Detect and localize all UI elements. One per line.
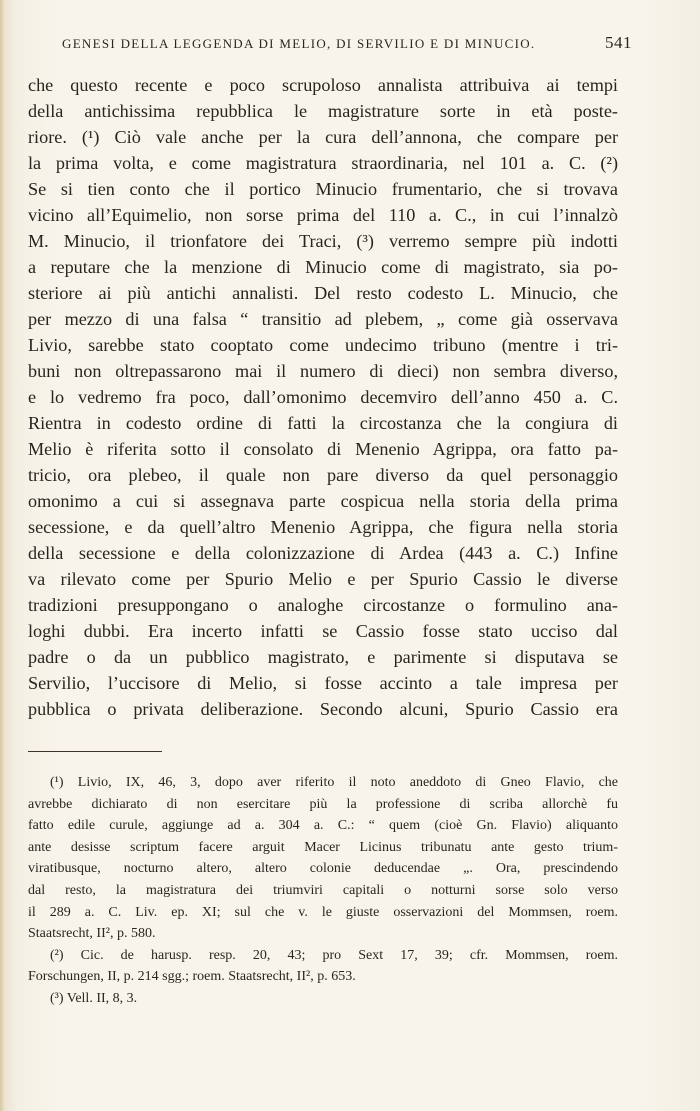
text-line: steriore ai più antichi annalisti. Del resto codesto L. Minucio, che	[28, 283, 618, 303]
running-title: GENESI DELLA LEGGENDA DI MELIO, DI SERVILIO E DI MINUCIO.	[62, 36, 536, 51]
running-head	[62, 33, 632, 52]
text-line: Servilio, l’uccisore di Melio, si fosse accinto a tale impresa per	[28, 673, 618, 693]
text-line: omonimo a cui si assegnava parte cospicua nella storia della prima	[28, 491, 618, 511]
text-line: M. Minucio, il trionfatore dei Traci, (³) verremo sempre più indotti	[28, 231, 618, 251]
text-line: va rilevato come per Spurio Melio e per Spurio Cassio le diverse	[28, 569, 618, 589]
page-gutter-edge	[0, 0, 5, 1111]
footnote-line: fatto edile curule, aggiunge ad a. 304 a. C.: “ quem (cioè Gn. Flavio) aliquanto	[28, 818, 618, 834]
text-line: a reputare che la menzione di Minucio come di magistrato, sia po-	[28, 257, 618, 277]
text-line: e lo vedremo fra poco, dall’omonimo decemviro dell’anno 450 a. C.	[28, 387, 618, 407]
text-line: della secessione e della colonizzazione di Ardea (443 a. C.) Infine	[28, 543, 618, 563]
text-line: loghi dubbi. Era incerto infatti se Cassio fosse stato ucciso dal	[28, 621, 618, 641]
footnote-line: (³) Vell. II, 8, 3.	[50, 990, 138, 1006]
text-line: Rientra in codesto ordine di fatti la circostanza che la congiura di	[28, 413, 618, 433]
text-line: per mezzo di una falsa “ transitio ad plebem, „ come già osservava	[28, 309, 618, 329]
footnote-line: viratibusque, nocturno altero, altero colonie deducendae „. Ora, prescindendo	[28, 861, 618, 877]
text-line: riore. (¹) Ciò vale anche per la cura dell’annona, che compare per	[28, 127, 618, 147]
text-line: tricio, ora plebeo, il quale non pare diverso da quel personaggio	[28, 465, 618, 485]
text-line: Livio, sarebbe stato cooptato come undecimo tribuno (mentre i tri-	[28, 335, 618, 355]
footnotes	[28, 772, 618, 1010]
text-line: secessione, e da quell’altro Menenio Agrippa, che figura nella storia	[28, 517, 618, 537]
footnote-line: (¹) Livio, IX, 46, 3, dopo aver riferito il noto aneddoto di Gneo Flavio, che	[50, 775, 618, 790]
text-line: padre o da un pubblico magistrato, e parimente si disputava se	[28, 647, 618, 667]
text-line: la prima volta, e come magistratura straordinaria, nel 101 a. C. (²)	[28, 153, 618, 173]
footnote-line: Staatsrecht, II², p. 580.	[28, 926, 156, 942]
footnote-line: (²) Cic. de harusp. resp. 20, 43; pro Sext 17, 39; cfr. Mommsen, roem.	[50, 947, 618, 963]
footnote-line: avrebbe dichiarato di non esercitare più la professione di scriba allorchè fu	[28, 796, 618, 812]
text-line: Se si tien conto che il portico Minucio frumentario, che si trovava	[28, 179, 618, 199]
page-number: 541	[605, 33, 632, 52]
text-line: tradizioni presuppongano o analoghe circostanze o formulino ana-	[28, 595, 618, 615]
text-line: buni non oltrepassarono mai il numero di dieci) non sembra diverso,	[28, 361, 618, 381]
text-line: che questo recente e poco scrupoloso annalista attribuiva ai tempi	[28, 75, 618, 95]
footnote-line: ante desisse scriptum facere arguit Macer Licinus tribunatu ante gesto trium-	[28, 839, 618, 855]
text-line: pubblica o privata deliberazione. Secondo alcuni, Spurio Cassio era	[28, 699, 618, 719]
text-line: Melio è riferita sotto il consolato di Menenio Agrippa, ora fatto pa-	[28, 439, 618, 459]
text-line: vicino all’Equimelio, non sorse prima del 110 a. C., in cui l’innalzò	[28, 205, 618, 225]
footnote-line: Forschungen, II, p. 214 sgg.; roem. Staatsrecht, II², p. 653.	[28, 969, 356, 985]
footnote-line: dal resto, la magistratura dei triumviri capitali o notturni sorse solo verso	[28, 882, 618, 898]
main-text	[28, 72, 618, 722]
footnote-rule	[28, 751, 162, 752]
footnote-line: il 289 a. C. Liv. ep. XI; sul che v. le giuste osservazioni del Mommsen, roem.	[28, 904, 618, 920]
text-line: della antichissima repubblica le magistrature sorte in età poste-	[28, 101, 618, 121]
